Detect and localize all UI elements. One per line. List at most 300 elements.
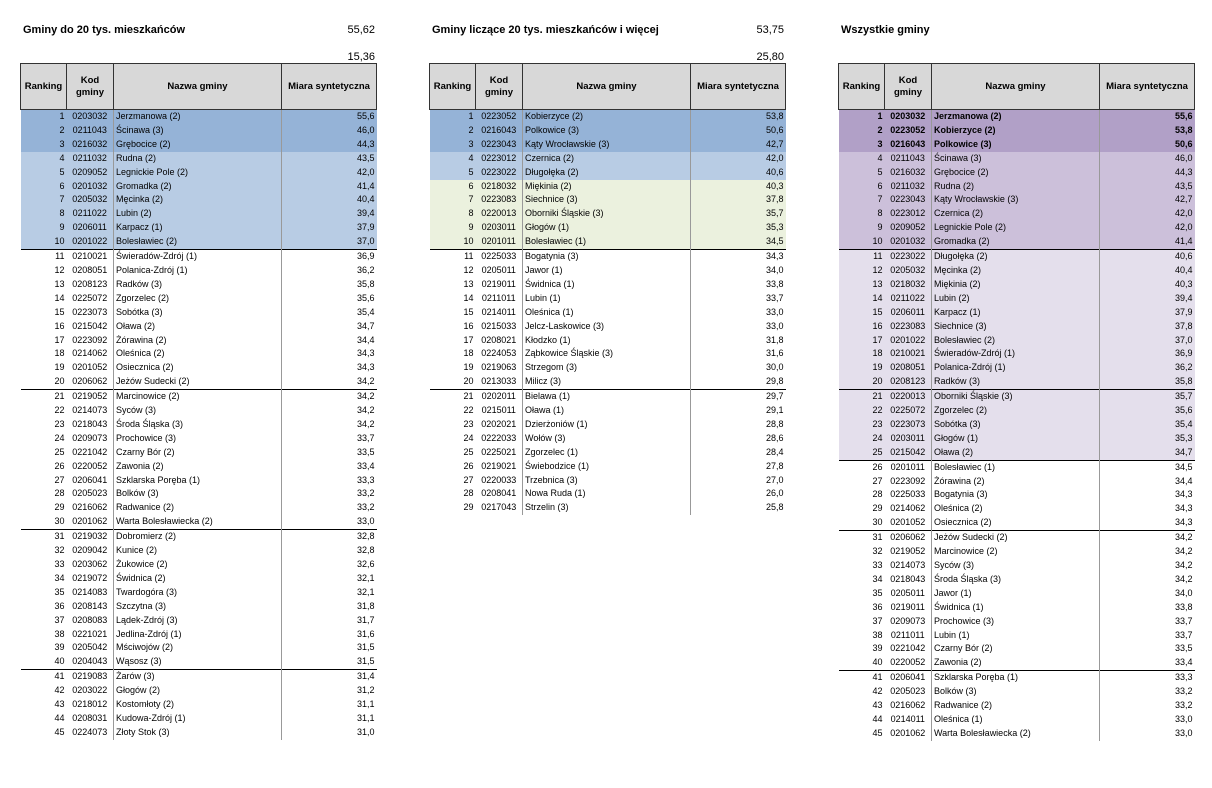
kod-cell: 0203011 [885, 432, 932, 446]
table-row [21, 124, 377, 138]
table-row [839, 488, 1195, 502]
kod-cell: 0211043 [885, 152, 932, 166]
table-row [21, 110, 377, 124]
kod-cell: 0223083 [885, 320, 932, 334]
kod-cell: 0219083 [67, 670, 114, 684]
nazwa-cell: Polanica-Zdrój (1) [932, 361, 1100, 375]
table-row [21, 138, 377, 152]
rank-cell: 23 [463, 418, 474, 429]
rank-cell: 45 [54, 726, 65, 737]
nazwa-cell: Strzelin (3) [523, 501, 691, 515]
rank-cell: 21 [430, 390, 476, 404]
table-row [839, 404, 1195, 418]
miara-cell: 34,2 [1100, 559, 1195, 573]
nazwa-cell: Zgorzelec (2) [932, 404, 1100, 418]
rank-cell: 29 [872, 503, 883, 514]
rank-cell: 25 [54, 446, 65, 457]
rank-cell: 17 [54, 334, 65, 345]
rank-cell: 1 [21, 110, 67, 124]
table-row [21, 474, 377, 488]
nazwa-cell: Kudowa-Zdrój (1) [114, 712, 282, 726]
table-row [21, 544, 377, 558]
nazwa-cell: Legnickie Pole (2) [932, 221, 1100, 235]
nazwa-cell: Czernica (2) [523, 152, 691, 166]
miara-cell: 33,2 [1100, 699, 1195, 713]
nazwa-cell: Bolesławiec (2) [114, 235, 282, 249]
table-row [839, 531, 1195, 545]
rank-cell: 27 [54, 474, 65, 485]
kod-cell: 0216062 [72, 502, 108, 513]
miara-cell: 43,5 [1100, 180, 1195, 194]
rank-cell: 11 [430, 250, 476, 264]
rank-cell: 8 [21, 207, 67, 221]
rank-cell: 1 [430, 110, 476, 124]
kod-cell: 0223022 [885, 250, 932, 264]
nazwa-cell: Kobierzyce (2) [932, 124, 1100, 138]
table-row [430, 418, 786, 432]
miara-cell: 35,7 [691, 207, 786, 221]
rank-cell: 26 [54, 460, 65, 471]
table-row [839, 193, 1195, 207]
miara-cell: 25,8 [691, 501, 786, 515]
nazwa-cell: Syców (3) [932, 559, 1100, 573]
table-row [839, 432, 1195, 446]
miara-cell: 33,2 [1100, 685, 1195, 699]
miara-cell: 37,8 [1100, 320, 1195, 334]
kod-cell: 0219021 [481, 460, 517, 471]
kod-cell: 0205042 [72, 642, 108, 653]
kod-cell: 0209042 [72, 545, 108, 556]
rank-cell: 20 [463, 376, 474, 387]
kod-cell: 0214073 [890, 560, 926, 570]
table-row [430, 306, 786, 320]
miara-cell: 31,8 [282, 600, 377, 614]
nazwa-cell: Środa Śląska (3) [932, 573, 1100, 587]
rank-cell: 10 [430, 235, 476, 249]
rank-cell: 40 [872, 657, 883, 668]
nazwa-cell: Mściwojów (2) [114, 641, 282, 655]
nazwa-cell: Zawonia (2) [932, 656, 1100, 670]
miara-cell: 29,8 [691, 375, 786, 389]
rank-cell: 24 [54, 432, 65, 443]
nazwa-cell: Strzegom (3) [523, 361, 691, 375]
table-row [839, 656, 1195, 670]
miara-cell: 27,8 [691, 460, 786, 474]
miara-cell: 26,0 [691, 487, 786, 501]
table-row [21, 515, 377, 529]
miara-cell: 33,7 [1100, 615, 1195, 629]
rank-cell: 20 [54, 376, 65, 387]
table-row [430, 166, 786, 180]
nazwa-cell: Oborniki Śląskie (3) [932, 390, 1100, 404]
nazwa-cell: Jerzmanowa (2) [114, 110, 282, 124]
nazwa-cell: Lubin (1) [932, 629, 1100, 643]
nazwa-cell: Czernica (2) [932, 207, 1100, 221]
kod-cell: 0216062 [890, 700, 926, 711]
table-row [430, 152, 786, 166]
kod-cell: 0214073 [72, 405, 108, 416]
miara-cell: 32,1 [282, 572, 377, 586]
table-row [21, 152, 377, 166]
std-dev-value: 15,36 [343, 51, 375, 64]
kod-cell: 0210021 [67, 250, 114, 264]
nazwa-cell: Jeżów Sudecki (2) [114, 375, 282, 389]
miara-cell: 35,4 [1100, 418, 1195, 432]
rank-cell: 30 [54, 516, 65, 527]
table-row [839, 629, 1195, 643]
nazwa-cell: Rudna (2) [114, 152, 282, 166]
kod-cell: 0223092 [890, 475, 926, 486]
rank-cell: 19 [463, 362, 474, 373]
miara-cell: 34,3 [282, 347, 377, 361]
miara-cell: 33,0 [1100, 727, 1195, 741]
table-row [21, 320, 377, 334]
table-row [839, 207, 1195, 221]
nazwa-cell: Gromadka (2) [114, 180, 282, 194]
miara-cell: 34,3 [1100, 488, 1195, 502]
rank-cell: 18 [463, 348, 474, 359]
miara-cell: 42,0 [282, 166, 377, 180]
table-row [21, 655, 377, 669]
ranking-table [429, 63, 786, 515]
miara-cell: 35,4 [282, 306, 377, 320]
miara-cell: 50,6 [691, 124, 786, 138]
nazwa-cell: Warta Bolesławiecka (2) [114, 515, 282, 529]
kod-cell: 0215042 [72, 320, 108, 331]
nazwa-cell: Dobromierz (2) [114, 530, 282, 544]
rank-cell: 26 [463, 460, 474, 471]
table-row [430, 446, 786, 460]
table-row [21, 207, 377, 221]
kod-cell: 0217043 [481, 502, 517, 513]
nazwa-cell: Polkowice (3) [932, 138, 1100, 152]
table-row [430, 375, 786, 389]
rank-cell: 41 [21, 670, 67, 684]
nazwa-cell: Prochowice (3) [114, 432, 282, 446]
miara-cell: 34,2 [1100, 573, 1195, 587]
table-row [430, 292, 786, 306]
table-row [21, 306, 377, 320]
miara-cell: 33,2 [282, 487, 377, 501]
kod-cell: 0201062 [72, 516, 108, 527]
miara-cell: 37,9 [1100, 306, 1195, 320]
miara-cell: 30,0 [691, 361, 786, 375]
miara-cell: 34,3 [282, 361, 377, 375]
table-row [21, 446, 377, 460]
table-row [430, 474, 786, 488]
kod-cell: 0216032 [885, 166, 932, 180]
table-row [21, 698, 377, 712]
nazwa-cell: Jedlina-Zdrój (1) [114, 628, 282, 642]
kod-cell: 0214083 [72, 586, 108, 597]
kod-cell: 0210021 [885, 347, 932, 361]
kod-cell: 0214062 [890, 503, 926, 514]
kod-cell: 0223043 [476, 138, 523, 152]
rank-cell: 15 [463, 306, 474, 317]
kod-cell: 0208123 [72, 278, 108, 289]
kod-cell: 0215033 [481, 320, 517, 331]
nazwa-cell: Świeradów-Zdrój (1) [932, 347, 1100, 361]
miara-cell: 34,3 [691, 250, 786, 264]
table-row [430, 221, 786, 235]
table-row [839, 306, 1195, 320]
miara-cell: 33,7 [1100, 629, 1195, 643]
nazwa-cell: Oława (1) [523, 404, 691, 418]
miara-cell: 53,8 [1100, 124, 1195, 138]
table-row [839, 460, 1195, 474]
rank-cell: 30 [872, 517, 883, 528]
nazwa-cell: Żukowice (2) [114, 558, 282, 572]
nazwa-cell: Bolesławiec (2) [932, 334, 1100, 348]
nazwa-cell: Jeżów Sudecki (2) [932, 531, 1100, 545]
kod-cell: 0216043 [476, 124, 523, 138]
nazwa-cell: Miękinia (2) [932, 278, 1100, 292]
kod-cell: 0211043 [67, 124, 114, 138]
kod-cell: 0219011 [481, 278, 516, 289]
table-row [839, 361, 1195, 375]
miara-cell: 39,4 [282, 207, 377, 221]
table-row [839, 601, 1195, 615]
kod-cell: 0225033 [476, 250, 523, 264]
miara-cell: 34,2 [1100, 545, 1195, 559]
rank-cell: 23 [54, 418, 65, 429]
rank-cell: 16 [54, 320, 65, 331]
rank-cell: 28 [872, 489, 883, 500]
miara-cell: 34,3 [1100, 502, 1195, 516]
rank-cell: 3 [430, 138, 476, 152]
nazwa-cell: Ząbkowice Śląskie (3) [523, 347, 691, 361]
rank-cell: 11 [21, 250, 67, 264]
table-row [839, 152, 1195, 166]
table-row [21, 572, 377, 586]
rank-cell: 10 [21, 235, 67, 249]
kod-cell: 0219063 [481, 362, 517, 373]
table-row [21, 586, 377, 600]
miara-cell: 35,7 [1100, 390, 1195, 404]
table-row [839, 180, 1195, 194]
table-row [21, 193, 377, 207]
kod-cell: 0211032 [885, 180, 932, 194]
table-row [430, 404, 786, 418]
miara-cell: 34,4 [1100, 475, 1195, 489]
nazwa-cell: Zawonia (2) [114, 460, 282, 474]
miara-cell: 34,2 [282, 375, 377, 389]
nazwa-cell: Ścinawa (3) [932, 152, 1100, 166]
table-row [839, 699, 1195, 713]
kod-cell: 0223073 [72, 306, 108, 317]
miara-cell: 44,3 [1100, 166, 1195, 180]
rank-cell: 36 [54, 600, 65, 611]
nazwa-cell: Jerzmanowa (2) [932, 110, 1100, 124]
kod-cell: 0208051 [72, 264, 108, 275]
rank-cell: 14 [839, 292, 885, 306]
table-row [21, 530, 377, 544]
table-row [839, 615, 1195, 629]
kod-cell: 0208143 [72, 600, 108, 611]
rank-cell: 19 [839, 361, 885, 375]
rank-cell: 22 [839, 404, 885, 418]
kod-cell: 0208123 [885, 375, 932, 389]
table-row [839, 545, 1195, 559]
miara-cell: 33,0 [691, 320, 786, 334]
kod-cell: 0218032 [885, 278, 932, 292]
rank-cell: 25 [839, 446, 885, 460]
miara-cell: 29,1 [691, 404, 786, 418]
kod-cell: 0205032 [67, 193, 114, 207]
rank-cell: 24 [463, 432, 474, 443]
col-nazwa: Nazwa gminy [523, 64, 691, 110]
rank-cell: 23 [839, 418, 885, 432]
nazwa-cell: Marcinowice (2) [114, 390, 282, 404]
kod-cell: 0223083 [476, 193, 523, 207]
kod-cell: 0208051 [885, 361, 932, 375]
miara-cell: 36,2 [282, 264, 377, 278]
miara-cell: 32,8 [282, 544, 377, 558]
nazwa-cell: Świdnica (1) [523, 278, 691, 292]
col-nazwa: Nazwa gminy [114, 64, 282, 110]
nazwa-cell: Lubin (2) [932, 292, 1100, 306]
table-row [839, 418, 1195, 432]
rank-cell: 5 [21, 166, 67, 180]
nazwa-cell: Lądek-Zdrój (3) [114, 614, 282, 628]
kod-cell: 0223052 [885, 124, 932, 138]
table-row [21, 600, 377, 614]
nazwa-cell: Świdnica (2) [114, 572, 282, 586]
kod-cell: 0201011 [476, 235, 523, 249]
nazwa-cell: Głogów (1) [523, 221, 691, 235]
table-row [21, 347, 377, 361]
table-row [21, 292, 377, 306]
nazwa-cell: Milicz (3) [523, 375, 691, 389]
nazwa-cell: Lubin (1) [523, 292, 691, 306]
kod-cell: 0209073 [72, 432, 108, 443]
nazwa-cell: Długołęka (2) [932, 250, 1100, 264]
rank-cell: 17 [839, 334, 885, 348]
panel-title: Gminy liczące 20 tys. mieszkańców i więcej [432, 24, 659, 36]
rank-cell: 41 [839, 671, 885, 685]
kod-cell: 0206062 [885, 531, 932, 545]
table-row [21, 334, 377, 348]
miara-cell: 31,6 [282, 628, 377, 642]
nazwa-cell: Czarny Bór (2) [932, 642, 1100, 656]
panel-title: Wszystkie gminy [841, 24, 930, 36]
rank-cell: 28 [463, 488, 474, 499]
nazwa-cell: Grębocice (2) [932, 166, 1100, 180]
table-row [21, 641, 377, 655]
table-row [839, 727, 1195, 741]
rank-cell: 22 [463, 405, 474, 416]
rank-cell: 32 [54, 545, 65, 556]
table-row [21, 501, 377, 515]
col-kod: Kod gminy [885, 64, 932, 110]
rank-cell: 5 [430, 166, 476, 180]
kod-cell: 0219011 [890, 601, 925, 612]
table-row [430, 235, 786, 249]
col-ranking: Ranking [430, 64, 476, 110]
miara-cell: 34,5 [1100, 460, 1195, 474]
rank-cell: 18 [54, 348, 65, 359]
col-kod: Kod gminy [476, 64, 523, 110]
miara-cell: 42,7 [1100, 193, 1195, 207]
rank-cell: 44 [54, 712, 65, 723]
kod-cell: 0208021 [481, 334, 517, 345]
miara-cell: 33,8 [1100, 601, 1195, 615]
kod-cell: 0216032 [67, 138, 114, 152]
kod-cell: 0205011 [890, 587, 925, 598]
rank-cell: 35 [54, 586, 65, 597]
kod-cell: 0205023 [72, 488, 108, 499]
miara-cell: 31,0 [282, 726, 377, 740]
rank-cell: 13 [839, 278, 885, 292]
kod-cell: 0223022 [476, 166, 523, 180]
table-row [21, 487, 377, 501]
rank-cell: 11 [839, 250, 885, 264]
miara-cell: 53,8 [691, 110, 786, 124]
rank-cell: 31 [21, 530, 67, 544]
rank-cell: 7 [430, 193, 476, 207]
kod-cell: 0225021 [481, 446, 517, 457]
nazwa-cell: Nowa Ruda (1) [523, 487, 691, 501]
nazwa-cell: Żórawina (2) [932, 475, 1100, 489]
kod-cell: 0220013 [476, 207, 523, 221]
miara-cell: 28,4 [691, 446, 786, 460]
table-row [839, 278, 1195, 292]
rank-cell: 43 [54, 699, 65, 710]
rank-cell: 34 [54, 572, 65, 583]
nazwa-cell: Bolków (3) [932, 685, 1100, 699]
ranking-table [20, 63, 377, 740]
kod-cell: 0223012 [885, 207, 932, 221]
kod-cell: 0203022 [72, 685, 108, 696]
miara-cell: 35,6 [282, 292, 377, 306]
kod-cell: 0205011 [481, 264, 516, 275]
nazwa-cell: Kunice (2) [114, 544, 282, 558]
col-miara: Miara syntetyczna [1100, 64, 1195, 110]
kod-cell: 0221042 [890, 643, 926, 654]
miara-cell: 43,5 [282, 152, 377, 166]
nazwa-cell: Radwanice (2) [114, 501, 282, 515]
table-row [839, 713, 1195, 727]
table-row [21, 235, 377, 249]
rank-cell: 12 [54, 264, 65, 275]
kod-cell: 0220052 [72, 460, 108, 471]
miara-cell: 34,2 [282, 404, 377, 418]
nazwa-cell: Bolesławiec (1) [523, 235, 691, 249]
table-row [430, 347, 786, 361]
miara-cell: 33,3 [282, 474, 377, 488]
table-row [430, 110, 786, 124]
rank-cell: 13 [54, 278, 65, 289]
rank-cell: 7 [21, 193, 67, 207]
kod-cell: 0206011 [885, 306, 932, 320]
rank-cell: 9 [839, 221, 885, 235]
rank-cell: 32 [872, 546, 883, 557]
kod-cell: 0218043 [72, 418, 108, 429]
nazwa-cell: Gromadka (2) [932, 235, 1100, 249]
miara-cell: 33,7 [691, 292, 786, 306]
kod-cell: 0202021 [481, 418, 517, 429]
miara-cell: 34,2 [1100, 531, 1195, 545]
nazwa-cell: Miękinia (2) [523, 180, 691, 194]
kod-cell: 0220052 [890, 657, 926, 668]
miara-cell: 32,1 [282, 586, 377, 600]
miara-cell: 55,6 [1100, 110, 1195, 124]
table-body [21, 110, 377, 740]
miara-cell: 34,0 [1100, 587, 1195, 601]
panel-title: Gminy do 20 tys. mieszkańców [23, 24, 186, 36]
rank-cell: 29 [463, 502, 474, 513]
nazwa-cell: Grębocice (2) [114, 138, 282, 152]
